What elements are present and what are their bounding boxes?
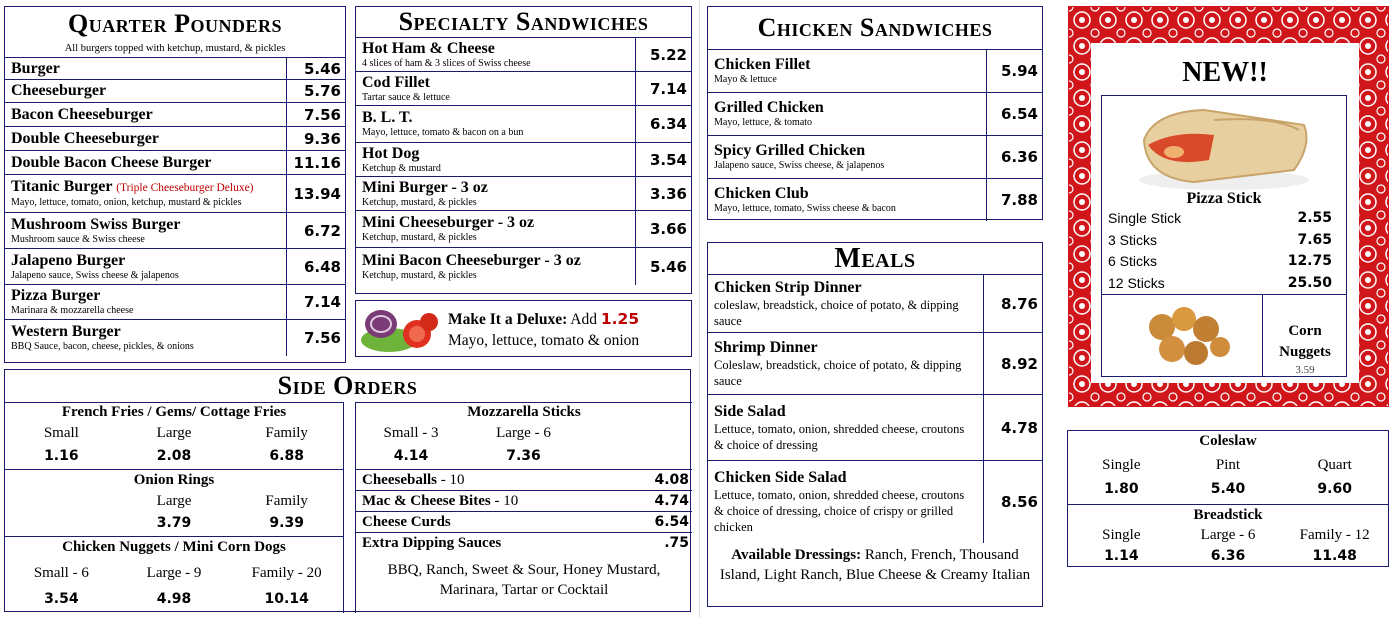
deluxe-add: Add — [570, 311, 597, 328]
size-label: Large - 6 — [496, 425, 551, 441]
option-label: 3 Sticks — [1108, 231, 1158, 248]
specialty-sandwiches-section — [355, 6, 692, 294]
item-name: Jalapeno Burger — [11, 251, 126, 269]
menu-item — [5, 80, 345, 103]
size-label: Small - 6 — [33, 565, 89, 581]
pizza-stick-options — [1102, 208, 1346, 294]
menu-item — [708, 50, 1042, 93]
corn-nuggets-price: 3.59 — [1295, 364, 1315, 376]
item-name: Mini Burger - 3 oz — [362, 178, 488, 196]
mozz-title: Mozzarella Sticks — [467, 404, 581, 420]
item-desc: Mayo, lettuce, tomato, onion, ketchup, mustard & pickles — [11, 197, 242, 208]
menu-item — [356, 143, 691, 177]
menu-item — [5, 320, 345, 356]
nuggets-block — [5, 537, 343, 609]
size-label: Single — [1102, 527, 1141, 543]
new-panel — [1068, 6, 1389, 407]
side-item — [356, 470, 692, 491]
size-label: Family - 20 — [251, 565, 322, 581]
menu-item — [5, 151, 345, 175]
size-label: Family - 12 — [1299, 527, 1370, 543]
item-name: Hot Ham & Cheese — [362, 39, 495, 57]
item-info — [5, 320, 287, 356]
item-desc: Lettuce, tomato, onion, shredded cheese, croutons & choice of dressing — [714, 421, 965, 452]
item-name-line — [362, 74, 629, 92]
item-info — [356, 248, 636, 285]
item-desc: Ketchup, mustard, & pickles — [362, 232, 477, 243]
item-info — [356, 143, 636, 176]
item-desc: Coleslaw, breadstick, choice of potato, & dipping sauce — [714, 357, 962, 388]
meals-section — [707, 242, 1043, 607]
menu-item — [708, 93, 1042, 136]
item-price: 6.36 — [1000, 148, 1038, 166]
pizza-stick-option — [1102, 208, 1346, 230]
coleslaw-title: Coleslaw — [1199, 433, 1257, 449]
item-info — [5, 127, 287, 150]
item-info — [5, 80, 287, 102]
size-label: Large - 9 — [146, 565, 202, 581]
item-price: 7.14 — [303, 293, 341, 311]
quarter-pounders-section — [4, 6, 346, 363]
item-name: Chicken Fillet — [714, 56, 811, 73]
fries-title: French Fries / Gems/ Cottage Fries — [61, 404, 287, 420]
menu-item — [356, 248, 691, 285]
coleslaw-block — [1068, 431, 1388, 505]
item-desc: Mushroom sauce & Swiss cheese — [11, 233, 145, 245]
fries-block — [5, 403, 343, 470]
side-item-price: 4.08 — [654, 472, 689, 488]
dressings-label: Available Dressings: — [731, 547, 862, 563]
item-price: 5.46 — [649, 257, 687, 276]
item-name-line — [11, 130, 280, 148]
menu-list — [5, 58, 345, 356]
item-name: B. L. T. — [362, 109, 413, 126]
menu-item — [356, 106, 691, 143]
item-name: Chicken Side Salad — [714, 469, 847, 486]
menu-item — [5, 249, 345, 285]
menu-item — [5, 103, 345, 127]
item-price: 13.94 — [293, 184, 341, 203]
item-price: 4.78 — [1000, 418, 1038, 437]
item-name-line — [11, 252, 280, 270]
sauces-list: BBQ, Ranch, Sweet & Sour, Honey Mustard, Marinara, Tartar or Cocktail — [387, 562, 661, 598]
price: 1.80 — [1104, 481, 1139, 497]
item-desc: Mayo & lettuce — [714, 74, 777, 85]
section-note: All burgers topped with ketchup, mustard, & pickles — [5, 41, 345, 58]
item-price: 5.94 — [1000, 62, 1038, 80]
price: 2.08 — [156, 448, 192, 464]
item-name-line — [714, 56, 980, 74]
item-price: 5.22 — [649, 45, 687, 64]
item-price: 6.72 — [303, 221, 341, 240]
onion-rings-block — [5, 470, 343, 537]
item-name: Shrimp Dinner — [714, 338, 818, 356]
size-label: Large - 6 — [1200, 527, 1256, 543]
pizza-stick-title: Pizza Stick — [1186, 190, 1262, 207]
menu-item — [356, 38, 691, 72]
deluxe-desc: Mayo, lettuce, tomato & onion — [448, 332, 640, 349]
item-price: 7.88 — [1000, 191, 1038, 209]
item-name: Spicy Grilled Chicken — [714, 142, 866, 159]
price: 6.88 — [269, 448, 304, 464]
size-label: Family — [265, 425, 308, 441]
new-title: NEW!! — [1182, 57, 1268, 88]
pizza-stick-option — [1102, 273, 1346, 295]
item-name-line — [11, 216, 280, 234]
item-name-line — [714, 339, 977, 357]
item-desc: Tartar sauce & lettuce — [362, 91, 450, 103]
size-label: Pint — [1215, 457, 1241, 473]
item-price: 3.54 — [649, 150, 687, 169]
item-price: 3.36 — [649, 184, 687, 203]
item-name-line — [362, 252, 629, 270]
menu-item — [708, 395, 1042, 461]
item-name: Western Burger — [11, 323, 121, 340]
deluxe-box — [355, 300, 692, 357]
mozzarella-block — [356, 403, 692, 470]
item-info — [5, 103, 287, 126]
price: 3.79 — [156, 515, 192, 531]
side-item-label — [362, 470, 465, 490]
price: 11.48 — [1312, 548, 1357, 564]
item-name: Cheeseburger — [11, 82, 107, 99]
item-info — [708, 93, 987, 135]
deluxe-label: Make It a Deluxe: — [448, 311, 568, 328]
side-item — [356, 512, 692, 533]
item-info — [5, 249, 287, 284]
coleslaw-breadstick-section — [1067, 430, 1389, 567]
item-name-line — [11, 323, 280, 341]
side-item-name: Mac & Cheese Bites — [362, 493, 491, 509]
vegetables-image — [359, 304, 441, 354]
item-name: Titanic Burger — [11, 178, 113, 195]
option-price: 2.55 — [1297, 210, 1332, 226]
item-desc: Mayo, lettuce, tomato, Swiss cheese & bacon — [714, 203, 896, 214]
price: 4.14 — [393, 448, 429, 464]
item-price: 9.36 — [303, 129, 341, 148]
chicken-sandwiches-section — [707, 6, 1043, 220]
item-info — [356, 72, 636, 105]
item-price: 5.46 — [303, 59, 341, 78]
item-desc: Ketchup, mustard, & pickles — [362, 269, 477, 281]
item-name-line — [11, 106, 280, 124]
item-desc: Mayo, lettuce, & tomato — [714, 117, 813, 128]
side-item — [356, 491, 692, 512]
item-name: Mini Cheeseburger - 3 oz — [362, 214, 535, 231]
item-desc: Jalapeno sauce, Swiss cheese, & jalapenos — [714, 160, 885, 171]
side-item — [356, 533, 692, 554]
price: 3.54 — [44, 591, 79, 607]
section-title: Meals — [708, 243, 1042, 275]
item-name-line — [714, 142, 980, 160]
item-price: 6.34 — [649, 115, 687, 133]
menu-item — [708, 179, 1042, 221]
pizza-stick-option — [1102, 230, 1346, 252]
item-name-line — [11, 82, 280, 100]
item-info — [5, 58, 287, 79]
menu-item — [708, 275, 1042, 333]
rings-title: Onion Rings — [133, 472, 215, 488]
menu-item — [708, 333, 1042, 395]
item-price: 5.76 — [303, 82, 341, 100]
item-price: 11.16 — [293, 153, 341, 172]
side-orders-section — [4, 369, 691, 612]
menu-item — [5, 175, 345, 213]
price: 4.98 — [156, 591, 192, 607]
item-desc: Marinara & mozzarella cheese — [11, 305, 134, 316]
deluxe-price: 1.25 — [600, 310, 640, 328]
item-desc: BBQ Sauce, bacon, cheese, pickles, & onions — [11, 341, 194, 352]
item-name: Mini Bacon Cheeseburger - 3 oz — [362, 251, 581, 269]
item-info — [5, 213, 287, 248]
item-name-line — [714, 99, 980, 117]
item-price: 3.66 — [649, 220, 687, 238]
item-price: 7.56 — [303, 329, 341, 347]
option-price: 25.50 — [1287, 274, 1332, 291]
item-info — [708, 136, 987, 178]
item-name-line — [362, 145, 629, 163]
item-name: Hot Dog — [362, 144, 420, 162]
corn-nuggets-title: Corn Nuggets — [1279, 323, 1331, 360]
item-name: Burger — [11, 59, 60, 77]
item-info — [5, 151, 287, 174]
item-name: Chicken Strip Dinner — [714, 278, 862, 296]
size-label: Large — [156, 425, 192, 441]
item-name-line — [362, 109, 629, 127]
column-divider — [699, 0, 700, 618]
side-item-qty: - 10 — [440, 472, 465, 488]
item-name: Pizza Burger — [11, 287, 101, 304]
item-name-line — [714, 469, 977, 487]
side-item-label — [362, 533, 501, 554]
item-info — [356, 106, 636, 142]
price: 1.16 — [44, 448, 79, 464]
side-item-price: .75 — [664, 535, 689, 551]
side-items-list — [356, 470, 692, 554]
section-title: Chicken Sandwiches — [708, 7, 1042, 50]
menu-item — [5, 285, 345, 320]
menu-item — [708, 461, 1042, 543]
section-title: Quarter Pounders — [68, 9, 282, 38]
size-label: Quart — [1317, 457, 1352, 473]
item-name-line — [362, 179, 629, 197]
item-name-line — [11, 154, 280, 172]
item-info — [5, 285, 287, 319]
menu-item — [5, 213, 345, 249]
item-desc: Jalapeno sauce, Swiss cheese & jalapenos — [11, 269, 179, 281]
item-name-line — [11, 178, 280, 197]
item-info — [708, 275, 984, 332]
breadstick-block — [1068, 505, 1388, 567]
item-name: Grilled Chicken — [714, 99, 824, 116]
menu-item — [356, 177, 691, 211]
item-price: 7.14 — [649, 79, 687, 98]
item-name: Chicken Club — [714, 185, 809, 202]
side-item-name: Cheeseballs — [362, 472, 437, 488]
side-item-qty: - 10 — [494, 493, 519, 509]
size-label: Large — [156, 493, 192, 509]
side-item-price: 4.74 — [654, 493, 689, 509]
item-name-line — [714, 403, 977, 421]
menu-list — [356, 38, 691, 285]
item-info — [356, 211, 636, 247]
price: 9.60 — [1317, 481, 1352, 497]
pizza-stick-option — [1102, 251, 1346, 273]
item-name: Side Salad — [714, 402, 786, 420]
side-item-label — [362, 512, 451, 532]
item-desc: Lettuce, tomato, onion, shredded cheese, croutons & choice of dressing, choice of crispy or grilled chicken — [714, 488, 965, 534]
item-info — [708, 395, 984, 460]
item-desc: Ketchup & mustard — [362, 162, 441, 174]
item-desc: 4 slices of ham & 3 slices of Swiss cheese — [362, 57, 531, 69]
item-name-line — [11, 287, 280, 305]
item-desc: Mayo, lettuce, tomato & bacon on a bun — [362, 127, 524, 138]
option-price: 12.75 — [1287, 253, 1332, 269]
item-info — [5, 175, 287, 212]
item-extra: (Triple Cheeseburger Deluxe) — [116, 182, 254, 194]
menu-item — [5, 127, 345, 151]
item-info — [708, 50, 987, 92]
item-desc: coleslaw, breadstick, choice of potato, & dipping sauce — [714, 297, 959, 328]
item-price: 8.76 — [1000, 294, 1038, 313]
item-price: 7.56 — [303, 105, 341, 124]
item-name: Double Cheeseburger — [11, 129, 159, 147]
dressings-note — [708, 543, 1042, 587]
price: 5.40 — [1210, 481, 1246, 497]
size-label: Family — [265, 493, 308, 509]
side-item-name: Extra Dipping Sauces — [362, 535, 502, 551]
item-name-line — [714, 279, 977, 297]
section-title: Side Orders — [277, 371, 418, 400]
size-label: Single — [1102, 457, 1141, 473]
item-name: Bacon Cheeseburger — [11, 105, 153, 123]
item-name: Mushroom Swiss Burger — [11, 215, 181, 233]
item-info — [356, 38, 636, 71]
item-info — [708, 333, 984, 394]
item-name-line — [11, 60, 280, 78]
menu-item — [708, 136, 1042, 179]
price: 1.14 — [1104, 548, 1139, 564]
item-price: 6.48 — [303, 257, 341, 276]
option-label: Single Stick — [1108, 210, 1182, 226]
size-label: Small — [43, 425, 79, 441]
side-item-label — [362, 491, 518, 511]
dressings-text: Ranch, French, Thousand Island, Light Ranch, Blue Cheese & Creamy Italian — [719, 547, 1031, 583]
size-label: Small - 3 — [383, 425, 439, 441]
price: 6.36 — [1210, 548, 1246, 564]
item-info — [708, 461, 984, 543]
item-name: Cod Fillet — [362, 73, 430, 91]
menu-item — [5, 58, 345, 80]
item-desc: Ketchup, mustard, & pickles — [362, 196, 477, 208]
option-price: 7.65 — [1297, 231, 1332, 248]
side-item-name: Cheese Curds — [362, 514, 451, 530]
item-info — [356, 177, 636, 210]
item-name: Double Bacon Cheese Burger — [11, 153, 212, 171]
item-price: 8.56 — [1000, 493, 1038, 511]
price: 10.14 — [264, 591, 309, 607]
item-price: 6.54 — [1000, 105, 1038, 123]
side-item-price: 6.54 — [654, 514, 689, 530]
breadstick-title: Breadstick — [1193, 507, 1263, 523]
menu-list — [708, 50, 1042, 221]
corn-nuggets-image — [1132, 297, 1242, 377]
item-name-line — [362, 40, 629, 58]
option-label: 12 Sticks — [1108, 274, 1165, 291]
menu-item — [356, 72, 691, 106]
menu-item — [356, 211, 691, 248]
price: 7.36 — [506, 448, 541, 464]
menu-list — [708, 275, 1042, 543]
item-name-line — [714, 185, 980, 203]
option-label: 6 Sticks — [1108, 253, 1158, 269]
item-name-line — [362, 214, 629, 232]
price: 9.39 — [269, 515, 304, 531]
item-price: 8.92 — [1000, 354, 1038, 373]
item-info — [708, 179, 987, 221]
nuggets-title: Chicken Nuggets / Mini Corn Dogs — [62, 539, 286, 555]
pizza-stick-image — [1134, 100, 1314, 192]
section-title: Specialty Sandwiches — [356, 7, 691, 38]
